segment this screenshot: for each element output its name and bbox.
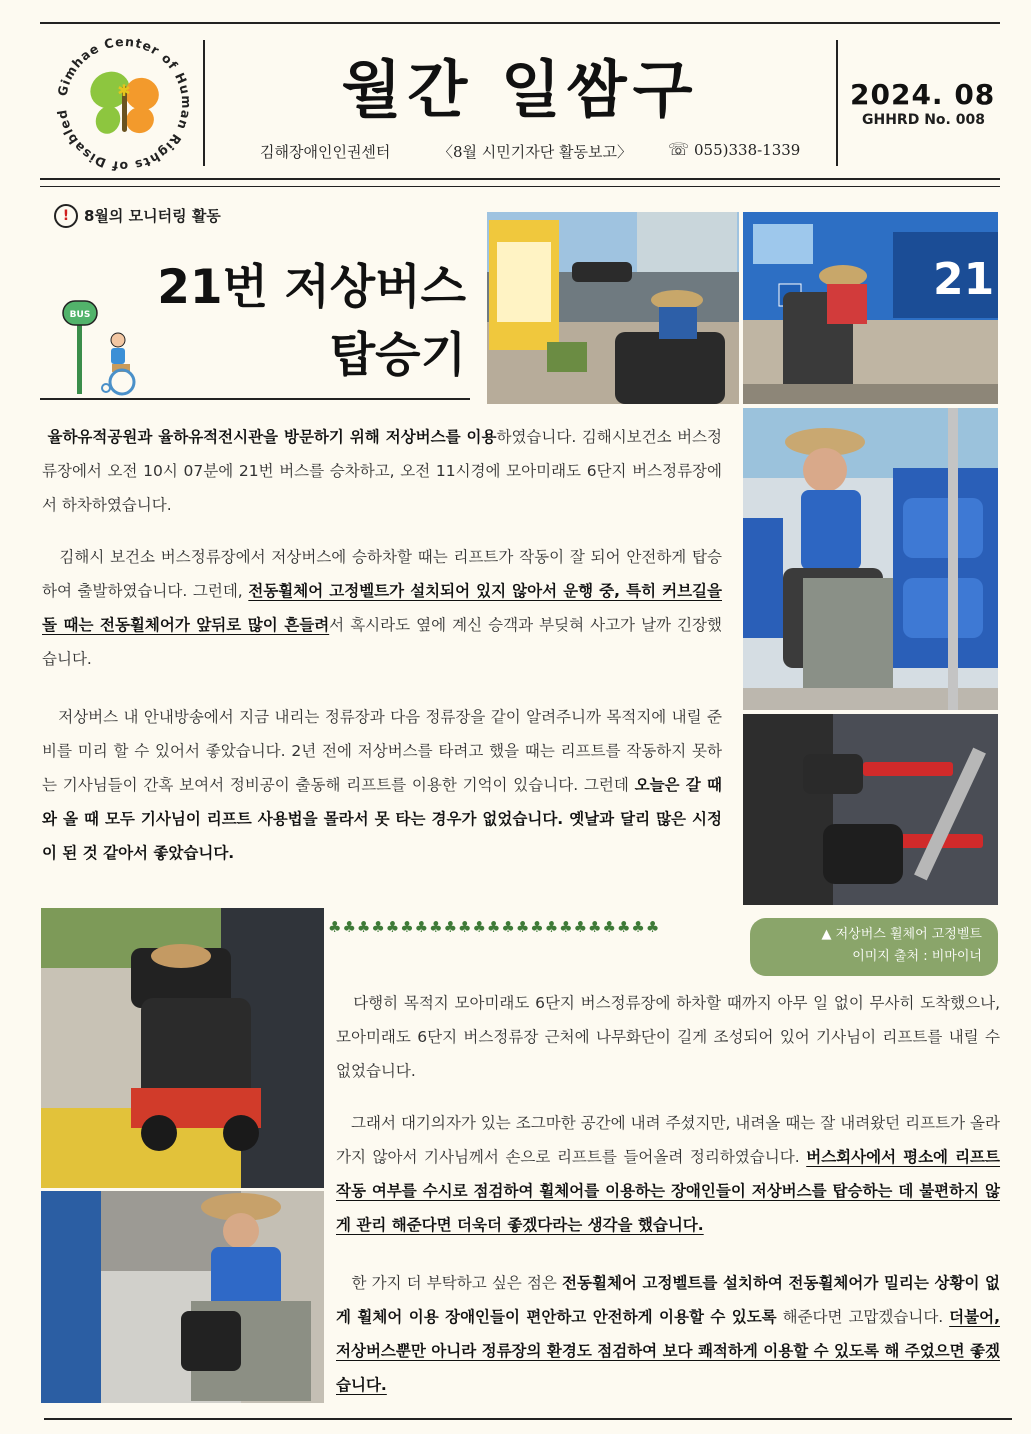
p3-before: 저상버스 내 안내방송에서 지금 내리는 정류장과 다음 정류장을 같이 알려주니까 목적지에 내릴 준비를 미리 할 수 있어서 좋았습니다. 2년 전에 저상버스를 타려고 했을 때는 리프트를 작동하지 못하는 기사님들이 간혹 보여서 정비공이 출동해 리프트를 이용한 기억이 있습니다. 그런데	[42, 708, 723, 794]
section-label: 8월의 모니터링 활동	[84, 207, 221, 225]
issue-date: 2024. 08	[850, 78, 996, 111]
phone-number: 055)338-1339	[694, 141, 801, 159]
paragraph-2	[42, 540, 722, 676]
header-divider-right	[836, 40, 838, 166]
p6-before: 한 가지 더 부탁하고 싶은 점은	[351, 1274, 563, 1292]
center-logo	[48, 28, 200, 180]
p2-after: 서 혹시라도 옆에 계신 승객과 부딪혀 사고가 날까 긴장했습니다.	[42, 616, 722, 668]
p3-bold: 오늘은 갈 때와 올 때 모두 기사님이 리프트 사용법을 몰라서 못 타는 경우가 없었습니다. 옛날과 달리 많은 시정이 된 것 같아서 좋았습니다.	[42, 776, 722, 862]
photo-lift-ramp	[41, 908, 324, 1188]
newsletter-title: 월간 일쌈구	[341, 53, 699, 126]
p6-bold: 전동휠체어 고정벨트를 설치하여 전동휠체어가 밀리는 상황이 없게 휠체어 이용 장애인들이 편안하고 안전하게 이용할 수 있도록	[336, 1274, 1001, 1326]
p2-before: 김해시 보건소 버스정류장에서 저상버스에 승하차할 때는 리프트가 작동이 잘 되어 안전하게 탑승하여 출발하였습니다. 그런데,	[42, 548, 722, 600]
bottom-rule	[44, 1418, 1012, 1420]
header-rule-1	[40, 178, 1000, 180]
photo-fixing-belt	[743, 714, 998, 905]
issue-number: GHHRD No. 008	[862, 112, 985, 128]
paragraph-1	[42, 420, 722, 522]
paragraph-4	[336, 986, 1000, 1088]
photo-bus-stop-waiting	[487, 212, 739, 404]
photo-caption	[750, 918, 998, 976]
photo-bus-boarding	[743, 212, 998, 404]
p4-text: 다행히 목적지 모아미래도 6단지 버스정류장에 하차할 때까지 아무 일 없이 무사히 도착했으나, 모아미래도 6단지 버스정류장 근처에 나무화단이 길게 조성되어 있어 기사님이 리프트를 내릴 수 없었습니다.	[336, 994, 1001, 1080]
photo-lift-descent	[41, 1191, 324, 1403]
phone-icon: ☏	[668, 140, 690, 160]
p5-before: 그래서 대기의자가 있는 조그마한 공간에 내려 주셨지만, 내려올 때는 잘 내려왔던 리프트가 올라가지 않아서 기사님께서 손으로 리프트를 들어올려 정리하였습니다.	[336, 1114, 1000, 1166]
bus-sign-text: BUS	[69, 310, 91, 320]
headline-underline	[40, 398, 470, 400]
headline-line-2: 탑승기	[329, 328, 466, 383]
report-title: 〈8월 시민기자단 활동보고〉	[438, 143, 632, 161]
svg-text:✱: ✱	[117, 81, 131, 100]
caption-line-1: ▲ 저상버스 휠체어 고정벨트	[821, 927, 982, 942]
paragraph-5	[336, 1106, 1000, 1242]
paragraph-6	[336, 1266, 1000, 1402]
p2-underlined: 전동휠체어 고정벨트가 설치되어 있지 않아서 운행 중, 특히 커브길을 돌 때는 전동휠체어가 앞뒤로 많이 흔들려	[42, 582, 722, 634]
top-rule	[40, 22, 1000, 24]
caption-line-2: 이미지 출처 : 비마이너	[852, 949, 982, 964]
p5-underlined: 버스회사에서 평소에 리프트 작동 여부를 수시로 점검하여 휠체어를 이용하는 장애인들이 저상버스를 탑승하는 데 불편하지 않게 관리 해준다면 더욱더 좋겠다라는 생각을 했습니다.	[336, 1148, 1000, 1234]
alert-icon: !	[54, 204, 78, 228]
headline-line-1: 21번 저상버스	[157, 260, 466, 315]
header-rule-2	[40, 186, 1000, 187]
bus-stop-illustration	[60, 298, 150, 398]
paragraph-3	[42, 700, 722, 870]
logo-text: Gimhae Center of Human Rights of Disabled	[54, 33, 195, 175]
clover-divider: ♣♣♣♣♣♣♣♣♣♣♣♣♣♣♣♣♣♣♣♣♣♣♣	[328, 918, 661, 936]
bus-number-label: 21	[933, 254, 995, 305]
header-divider-left	[203, 40, 205, 166]
butterfly-logo-icon	[48, 28, 200, 180]
p6-middle: 해준다면 고맙겠습니다.	[776, 1308, 950, 1326]
p6-underlined: 더불어, 저상버스뿐만 아니라 정류장의 환경도 점검하여 보다 쾌적하게 이용할 수 있도록 해 주었으면 좋겠습니다.	[336, 1308, 1000, 1394]
p1-bold: 율하유적공원과 율하유적전시관을 방문하기 위해 저상버스를 이용	[47, 428, 497, 446]
org-name: 김해장애인인권센터	[260, 143, 391, 161]
photo-inside-bus	[743, 408, 998, 710]
p1-rest: 하였습니다. 김해시보건소 버스정류장에서 오전 10시 07분에 21번 버스를 승차하고, 오전 11시경에 모아미래도 6단지 버스정류장에서 하차하였습니다.	[42, 428, 722, 514]
